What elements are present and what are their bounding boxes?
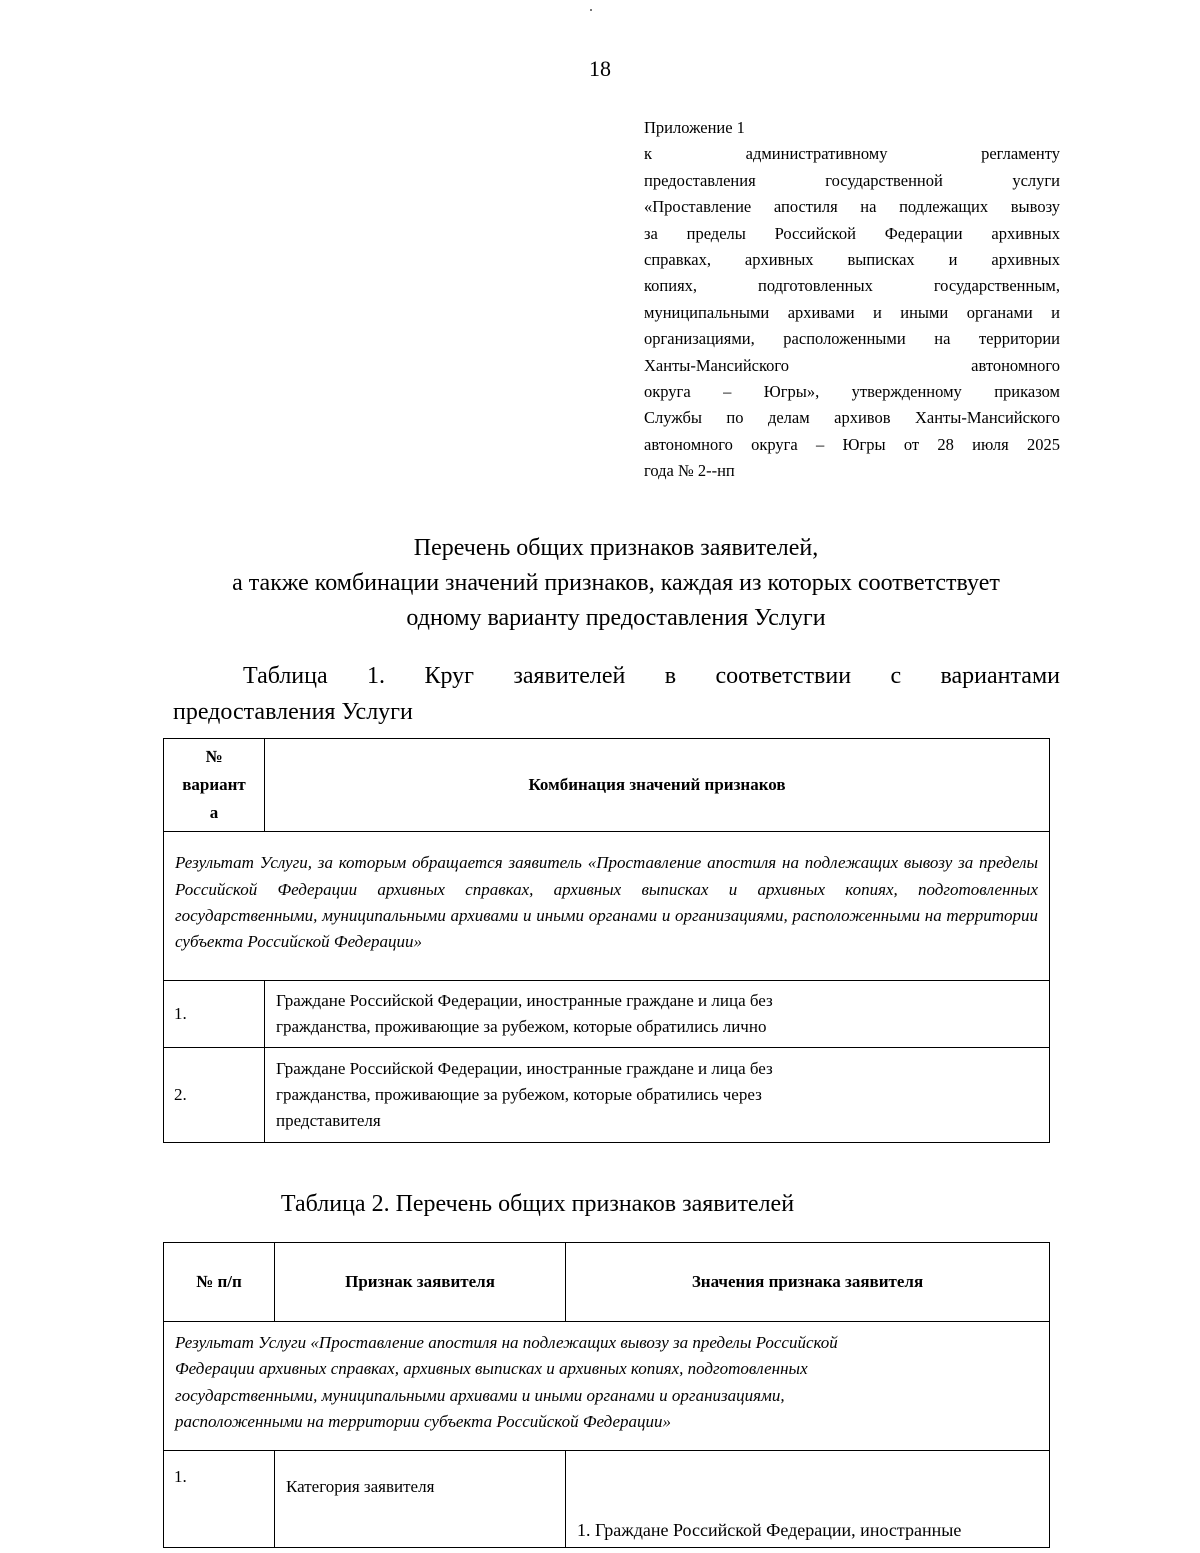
appendix-line: предоставления государственной услуги (644, 170, 1060, 190)
variant-combination (265, 981, 1050, 1048)
variant-combination (265, 1048, 1050, 1143)
appendix-line: «Проставление апостиля на подлежащих вывозу (644, 197, 1060, 217)
table-row (164, 1048, 1050, 1143)
table2 (163, 1242, 1050, 1548)
table2-header-row (164, 1243, 1050, 1322)
table2-result-text (164, 1322, 1050, 1451)
attribute-number: 1. (164, 1450, 275, 1547)
table2-header-values: Значения признака заявителя (566, 1243, 1050, 1322)
appendix-line: Приложение 1 (644, 118, 745, 137)
combination-line: гражданства, проживающие за рубежом, которые обратились через (276, 1085, 762, 1104)
result-line: государственными, муниципальными архивами и иными органами и организациями, (175, 1385, 785, 1405)
header-text: а (209, 803, 219, 822)
table2-header-attribute: Признак заявителя (275, 1243, 566, 1322)
result-line: Федерации архивных справках, архивных выписках и архивных копиях, подготовленных (175, 1359, 808, 1379)
appendix-note (644, 115, 1060, 485)
title-line: Перечень общих признаков заявителей, (413, 535, 819, 561)
combination-line: Граждане Российской Федерации, иностранные граждане и лица без (276, 991, 773, 1010)
table2-header-number: № п/п (164, 1243, 275, 1322)
result-line: Результат Услуги «Проставление апостиля на подлежащих вывозу за пределы Российской (175, 1333, 838, 1352)
page-number: 18 (589, 56, 611, 81)
table2-caption: Таблица 2. Перечень общих признаков заявителей (280, 1191, 795, 1217)
combination-line: Граждане Российской Федерации, иностранные граждане и лица без (276, 1059, 773, 1078)
attribute-value: 1. Граждане Российской Федерации, иностранные (566, 1450, 1050, 1547)
result-line: расположенными на территории субъекта Российской Федерации» (175, 1412, 672, 1432)
document-title (160, 531, 1072, 636)
appendix-line: копиях, подготовленных государственным, (644, 276, 1060, 296)
table1-result-row (164, 832, 1050, 981)
combination-line: представителя (276, 1111, 381, 1130)
table-row (164, 981, 1050, 1048)
appendix-line: Службы по делам архивов Ханты-Мансийского (644, 408, 1060, 428)
table1-caption (173, 658, 1060, 730)
title-line: а также комбинации значений признаков, каждая из которых соответствует (232, 570, 1000, 596)
title-line: одному варианту предоставления Услуги (406, 605, 826, 631)
appendix-line: автономного округа – Югры от 28 июля 2025 (644, 434, 1060, 454)
scan-speck (590, 9, 592, 11)
table2-result-row (164, 1322, 1050, 1451)
appendix-line: года № 2--нп (644, 461, 735, 481)
table1-caption-line: Таблица 1. Круг заявителей в соответствии с вариантами (243, 663, 1060, 689)
table-row (164, 1450, 1050, 1547)
table1-header-row (164, 739, 1050, 832)
combination-line: гражданства, проживающие за рубежом, которые обратились лично (276, 1017, 767, 1036)
appendix-line: к административному регламенту (644, 144, 1060, 164)
table1-caption-line: предоставления Услуги (173, 699, 413, 725)
header-text: вариант (182, 775, 246, 794)
appendix-line: за пределы Российской Федерации архивных (644, 223, 1060, 243)
variant-number: 2. (164, 1048, 265, 1143)
appendix-line: организациями, расположенными на территории (644, 329, 1060, 349)
appendix-line: справках, архивных выписках и архивных (644, 250, 1060, 270)
appendix-line: муниципальными архивами и иными органами и (644, 302, 1060, 322)
attribute-name: Категория заявителя (275, 1450, 566, 1547)
appendix-line: округа – Югры», утвержденному приказом (644, 382, 1060, 402)
variant-number: 1. (164, 981, 265, 1048)
table1-header-variant-number (164, 739, 265, 832)
table1-header-combination: Комбинация значений признаков (265, 739, 1050, 832)
table1-result-text: Результат Услуги, за которым обращается заявитель «Проставление апостиля на подлежащих вывозу за пределы Российской Федерации архивных справках, архивных выписках и архивных копиях, подготовленных государственными, муниципальными архивами и иными органами и организациями, расположенными на территории субъекта Российской Федерации» (164, 832, 1050, 981)
table1 (163, 738, 1050, 1143)
appendix-line: Ханты-Мансийского автономного (644, 355, 1060, 375)
header-text: № (205, 747, 223, 766)
